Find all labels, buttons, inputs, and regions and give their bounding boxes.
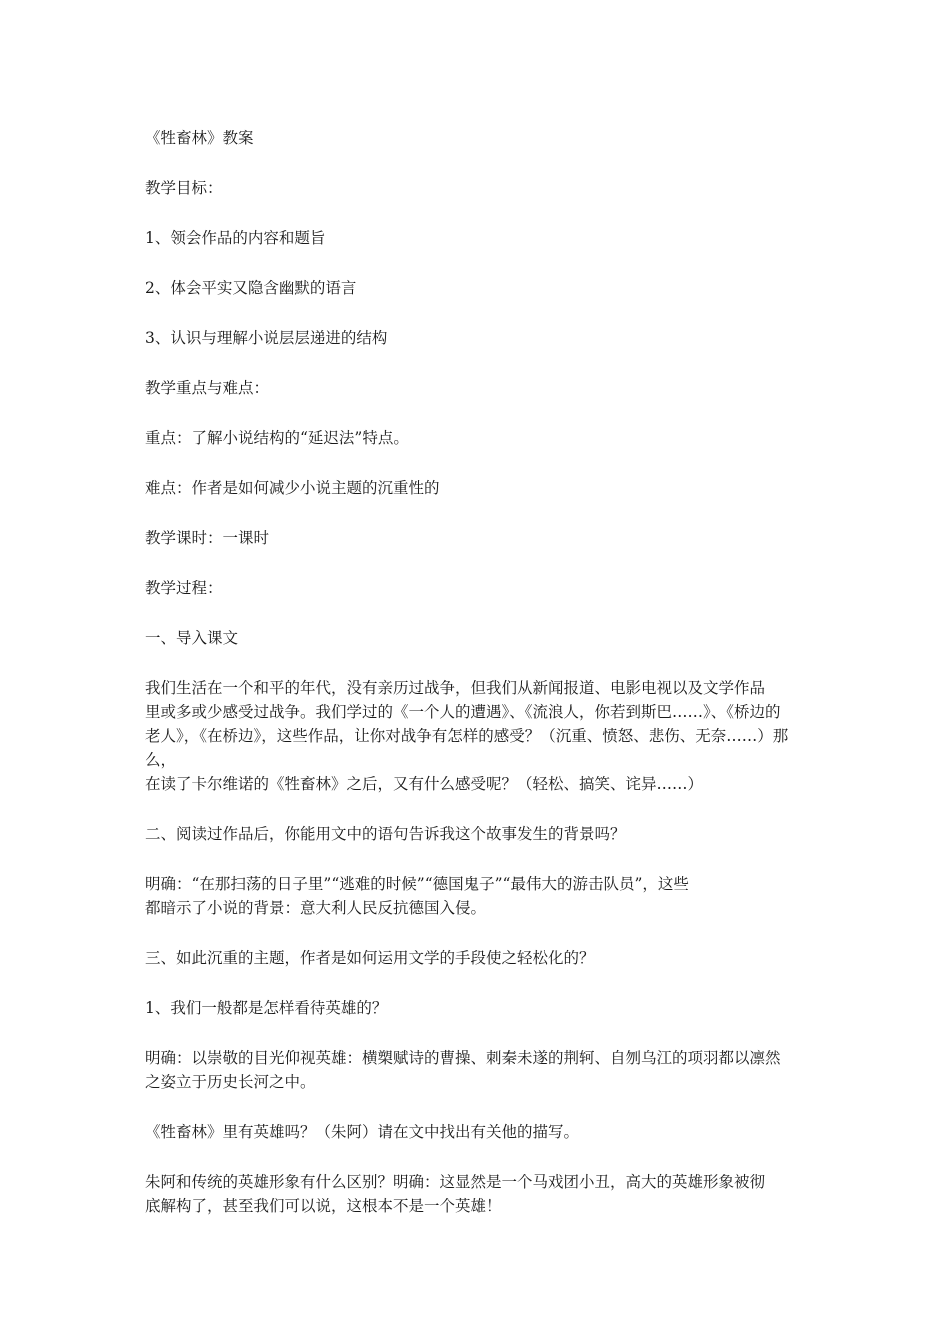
paragraph-line: 都暗示了小说的背景：意大利人民反抗德国入侵。 [145,899,487,917]
section-1-heading: 一、导入课文 [145,629,239,647]
paragraph-line: 朱阿和传统的英雄形象有什么区别？明确：这显然是一个马戏团小丑，高大的英雄形象被彻 [145,1173,766,1191]
document-page [145,126,813,1218]
sub-question-1: 1、我们一般都是怎样看待英雄的？ [145,999,388,1017]
process-heading: 教学过程： [145,579,223,597]
section-2-question: 二、阅读过作品后，你能用文中的语句告诉我这个故事发生的背景吗？ [145,825,626,843]
paragraph-line: 底解构了，甚至我们可以说，这根本不是一个英雄！ [145,1197,502,1215]
objective-2: 2、体会平实又隐含幽默的语言 [145,279,357,297]
section-1-paragraph [145,676,813,796]
paragraph-line: 里或多或少感受过战争。我们学过的《一个人的遭遇》、《流浪人，你若到斯巴……》、《桥边的 [145,703,781,721]
section-3-question: 三、如此沉重的主题，作者是如何运用文学的手段使之轻松化的？ [145,949,595,967]
hero-question: 《牲畜林》里有英雄吗？（朱阿）请在文中找出有关他的描写。 [145,1123,580,1141]
difficulty-point: 难点：作者是如何减少小说主题的沉重性的 [145,479,440,497]
objective-1: 1、领会作品的内容和题旨 [145,229,326,247]
paragraph-line: 明确：以崇敬的目光仰视英雄：横槊赋诗的曹操、刺秦未遂的荆轲、自刎乌江的项羽都以凛然 [145,1049,781,1067]
paragraph-line: 在读了卡尔维诺的《牲畜林》之后，又有什么感受呢？（轻松、搞笑、诧异……） [145,775,704,793]
focus-point: 重点：了解小说结构的“延迟法”特点。 [145,429,409,447]
paragraph-line: 之姿立于历史长河之中。 [145,1073,316,1091]
answer-1 [145,1046,813,1094]
focus-heading: 教学重点与难点： [145,379,270,397]
paragraph-line: 我们生活在一个和平的年代，没有亲历过战争，但我们从新闻报道、电影电视以及文学作品 [145,679,766,697]
class-hours: 教学课时：一课时 [145,529,270,547]
paragraph-line: 明确：“在那扫荡的日子里”“逃难的时候”“德国鬼子”“最伟大的游击队员”，这些 [145,875,689,893]
objectives-heading: 教学目标： [145,179,223,197]
section-2-answer [145,872,813,920]
objective-3: 3、认识与理解小说层层递进的结构 [145,329,388,347]
answer-2 [145,1170,813,1218]
paragraph-line: 老人》，《在桥边》，这些作品，让你对战争有怎样的感受？（沉重、愤怒、悲伤、无奈……）那么， [145,727,789,769]
document-title: 《牲畜林》教案 [145,129,254,147]
